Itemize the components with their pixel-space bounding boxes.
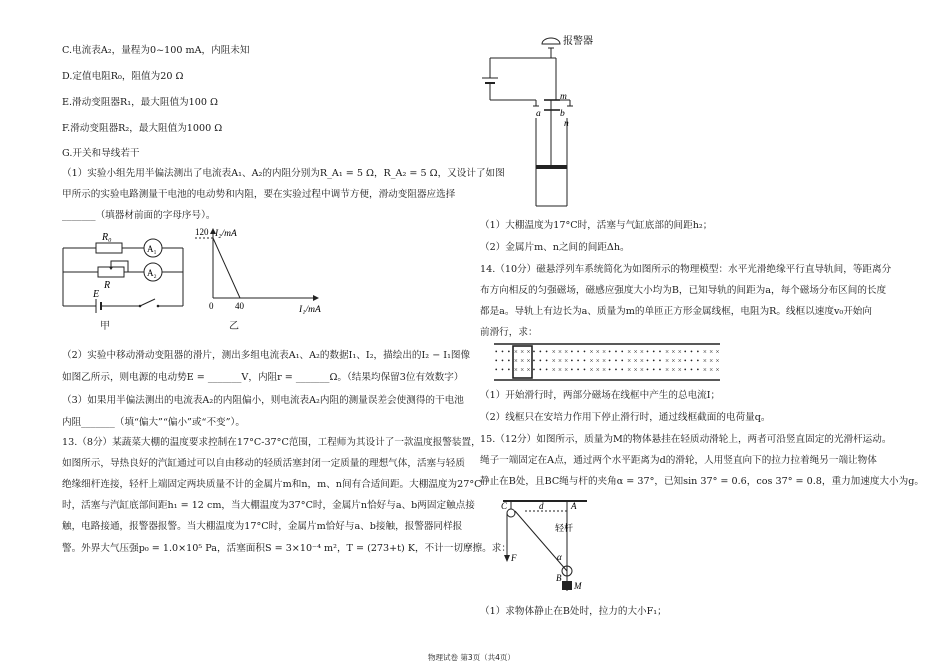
field-out-of-page-symbol: •: [696, 348, 700, 356]
q15-line: 绳子一端固定在A点，通过两个水平距离为d的滑轮，人用竖直向下的拉力拉着绳另一端让物体: [480, 455, 877, 466]
option-g: G.开关和导线若干: [62, 148, 140, 159]
field-out-of-page-symbol: •: [576, 348, 580, 356]
field-out-of-page-symbol: •: [545, 357, 548, 365]
field-into-page-symbol: ×: [513, 366, 518, 374]
field-out-of-page-symbol: •: [532, 366, 536, 374]
field-into-page-symbol: ×: [639, 357, 644, 365]
field-into-page-symbol: ×: [627, 366, 632, 374]
field-into-page-symbol: ×: [639, 366, 644, 374]
field-into-page-symbol: ×: [526, 348, 531, 356]
field-into-page-symbol: ×: [520, 366, 525, 374]
graph-yi: [195, 226, 345, 341]
field-into-page-symbol: ×: [602, 348, 607, 356]
field-out-of-page-symbol: •: [539, 348, 542, 356]
field-out-of-page-symbol: •: [539, 357, 542, 365]
field-out-of-page-symbol: •: [646, 348, 649, 356]
contact-b-label: b: [560, 109, 565, 119]
label-rod: 轻杆: [555, 523, 574, 533]
field-out-of-page-symbol: •: [614, 357, 618, 365]
label-r: R: [104, 280, 111, 291]
field-out-of-page-symbol: •: [570, 348, 574, 356]
field-into-page-symbol: ×: [702, 366, 707, 374]
field-out-of-page-symbol: •: [501, 348, 504, 356]
field-into-page-symbol: ×: [715, 366, 720, 374]
field-out-of-page-symbol: •: [495, 348, 498, 356]
q12-part1-line: （1）实验小组先用半偏法测出了电流表A₁、A₂的内阻分别为R_A₁ = 5 Ω，R_A₂ = 5 Ω，又设计了如图: [62, 168, 505, 179]
option-c: C.电流表A₂，量程为0~100 mA，内阻未知: [62, 45, 250, 56]
field-out-of-page-symbol: •: [690, 348, 693, 356]
contact-a-label: a: [536, 109, 541, 119]
q13-part-line: （2）金属片m、n之间的间距Δh。: [480, 242, 630, 253]
field-out-of-page-symbol: •: [684, 366, 687, 374]
field-out-of-page-symbol: •: [495, 366, 498, 374]
y-tick-label: 120: [195, 227, 209, 237]
circuit-diagram-jia: [58, 228, 198, 338]
field-into-page-symbol: ×: [677, 357, 682, 365]
field-into-page-symbol: ×: [558, 366, 562, 374]
field-out-of-page-symbol: •: [507, 357, 511, 365]
field-out-of-page-symbol: •: [652, 366, 655, 374]
field-into-page-symbol: ×: [520, 348, 525, 356]
field-into-page-symbol: ×: [526, 366, 531, 374]
label-e: E: [93, 289, 100, 300]
q15-line: 15.（12分）如图所示，质量为M的物体悬挂在轻质动滑轮上，两者可沿竖直固定的光滑杆运动。: [480, 434, 892, 445]
option-f: F.滑动变阻器R₂，最大阻值为1000 Ω: [62, 123, 223, 134]
label-f: F: [511, 553, 517, 563]
field-out-of-page-symbol: •: [501, 357, 504, 365]
label-a1: A₁: [147, 244, 157, 254]
q12-part3-line: 内阻_______（填“偏大”“偏小”或“不变”）。: [62, 417, 245, 428]
label-alpha: α: [557, 552, 562, 562]
field-into-page-symbol: ×: [589, 348, 594, 356]
label-d: d: [539, 501, 544, 511]
plate-n-label: n: [564, 119, 569, 129]
q13-line: 时，活塞与汽缸底部间距h₁ = 12 cm，当大棚温度为37°C时，金属片n恰好与a、b两固定触点接: [62, 500, 475, 511]
field-into-page-symbol: ×: [709, 357, 714, 365]
field-into-page-symbol: ×: [513, 357, 518, 365]
field-into-page-symbol: ×: [551, 348, 556, 356]
field-out-of-page-symbol: •: [583, 357, 586, 365]
field-out-of-page-symbol: •: [614, 366, 618, 374]
field-out-of-page-symbol: •: [583, 348, 586, 356]
x-tick-label: 40: [235, 301, 244, 311]
field-into-page-symbol: ×: [551, 366, 556, 374]
q13-line: 绝缘细杆连接，轻杆上端固定两块质量不计的金属片m和n，m、n间有合适间距。大棚温度为27°C: [62, 479, 482, 490]
field-into-page-symbol: ×: [633, 348, 638, 356]
field-out-of-page-symbol: •: [684, 348, 687, 356]
field-into-page-symbol: ×: [665, 357, 670, 365]
field-into-page-symbol: ×: [589, 366, 594, 374]
field-into-page-symbol: ×: [677, 348, 682, 356]
field-into-page-symbol: ×: [633, 366, 638, 374]
field-out-of-page-symbol: •: [545, 366, 548, 374]
field-into-page-symbol: ×: [595, 357, 600, 365]
field-out-of-page-symbol: •: [539, 366, 542, 374]
field-out-of-page-symbol: •: [658, 357, 662, 365]
q15-line: 静止在B处，且BC绳与杆的夹角α = 37°，已知sin 37° = 0.6，cos 37° = 0.8，重力加速度大小为g。: [480, 476, 924, 487]
field-out-of-page-symbol: •: [532, 357, 536, 365]
field-into-page-symbol: ×: [589, 357, 594, 365]
q13-line: 如图所示，导热良好的汽缸通过可以自由移动的轻质活塞封闭一定质量的理想气体，活塞与轻质: [62, 458, 465, 469]
field-out-of-page-symbol: •: [583, 366, 586, 374]
field-into-page-symbol: ×: [520, 357, 525, 365]
label-b: B: [556, 573, 562, 583]
field-into-page-symbol: ×: [564, 357, 569, 365]
q15-part-line: （1）求物体静止在B处时，拉力的大小F₁；: [480, 606, 667, 617]
field-into-page-symbol: ×: [671, 348, 676, 356]
field-out-of-page-symbol: •: [621, 366, 624, 374]
q13-line: 13.（8分）某蔬菜大棚的温度要求控制在17°C-37°C范围，工程师为其设计了一款温度报警装置，: [62, 437, 481, 448]
field-into-page-symbol: ×: [702, 357, 707, 365]
field-into-page-symbol: ×: [595, 348, 600, 356]
field-out-of-page-symbol: •: [501, 366, 504, 374]
label-c: C: [501, 501, 508, 511]
field-into-page-symbol: ×: [665, 366, 670, 374]
page-footer: 物理试卷 第3页（共4页）: [428, 653, 515, 662]
field-out-of-page-symbol: •: [576, 357, 580, 365]
field-out-of-page-symbol: •: [608, 366, 611, 374]
field-into-page-symbol: ×: [602, 366, 607, 374]
label-a2: A₂: [147, 268, 157, 278]
field-out-of-page-symbol: •: [570, 366, 574, 374]
field-into-page-symbol: ×: [558, 357, 562, 365]
field-into-page-symbol: ×: [709, 366, 714, 374]
x-axis-label: I₁/mA: [299, 305, 321, 315]
y-axis-label: I₂/mA: [215, 229, 237, 239]
label-m: M: [574, 581, 582, 591]
q12-part2-line: （2）实验中移动滑动变阻器的滑片，测出多组电流表A₁、A₂的数据I₁、I₂，描绘出的I₂ − I₁图像: [62, 350, 471, 361]
alarm-device-diagram: [478, 36, 638, 212]
field-out-of-page-symbol: •: [545, 348, 548, 356]
field-into-page-symbol: ×: [709, 348, 714, 356]
field-into-page-symbol: ×: [564, 366, 569, 374]
field-out-of-page-symbol: •: [608, 357, 611, 365]
field-out-of-page-symbol: •: [690, 366, 693, 374]
q12-part3-line: （3）如果用半偏法测出的电流表A₂的内阻偏小，则电流表A₂内阻的测量误差会使测得的干电池: [62, 395, 464, 406]
pulley-diagram: [497, 495, 597, 595]
q14-line: 14.（10分）磁悬浮列车系统简化为如图所示的物理模型：水平光滑绝缘平行直导轨间，等距离分: [480, 264, 892, 275]
q13-line: 警。外界大气压强p₀ = 1.0×10⁵ Pa，活塞面积S = 3×10⁻⁴ m²，T = (273+t) K，不计一切摩擦。求：: [62, 543, 511, 554]
field-out-of-page-symbol: •: [646, 357, 649, 365]
field-into-page-symbol: ×: [551, 357, 556, 365]
alarm-label: 报警器: [563, 36, 593, 47]
field-out-of-page-symbol: •: [652, 348, 655, 356]
field-out-of-page-symbol: •: [570, 357, 574, 365]
option-d: D.定值电阻R₀，阻值为20 Ω: [62, 71, 184, 82]
field-out-of-page-symbol: •: [658, 348, 662, 356]
label-r0: R₀: [102, 232, 112, 243]
field-into-page-symbol: ×: [558, 348, 562, 356]
q12-part2-line: 如图乙所示，则电源的电动势E = _______V，内阻r = _______Ω。（结果均保留3位有效数字）: [62, 372, 464, 383]
field-into-page-symbol: ×: [677, 366, 682, 374]
field-out-of-page-symbol: •: [576, 366, 580, 374]
caption-yi: 乙: [229, 321, 239, 332]
field-into-page-symbol: ×: [671, 366, 676, 374]
q14-part-line: （1）开始滑行时，两部分磁场在线框中产生的总电流I；: [480, 390, 721, 401]
q12-part1-line: 甲所示的实验电路测量干电池的电动势和内阻，要在实验过程中调节方便，滑动变阻器应选择: [62, 189, 456, 200]
field-into-page-symbol: ×: [526, 357, 531, 365]
field-out-of-page-symbol: •: [652, 357, 655, 365]
field-out-of-page-symbol: •: [658, 366, 662, 374]
field-out-of-page-symbol: •: [532, 348, 536, 356]
q14-line: 都是a。导轨上有边长为a、质量为m的单匝正方形金属线框，电阻为R。线框以速度v₀开始向: [480, 306, 872, 317]
q13-part-line: （1）大棚温度为17°C时，活塞与气缸底部的间距h₂；: [480, 220, 713, 231]
field-into-page-symbol: ×: [627, 357, 632, 365]
field-out-of-page-symbol: •: [614, 348, 618, 356]
field-into-page-symbol: ×: [595, 366, 600, 374]
field-out-of-page-symbol: •: [696, 366, 700, 374]
field-into-page-symbol: ×: [665, 348, 670, 356]
field-into-page-symbol: ×: [564, 348, 569, 356]
field-into-page-symbol: ×: [633, 357, 638, 365]
label-a: A: [571, 501, 577, 511]
field-out-of-page-symbol: •: [696, 357, 700, 365]
field-into-page-symbol: ×: [715, 357, 720, 365]
option-e: E.滑动变阻器R₁，最大阻值为100 Ω: [62, 97, 218, 108]
data-line: [213, 238, 240, 298]
field-out-of-page-symbol: •: [507, 348, 511, 356]
q12-part1-line: _______（填器材前面的字母序号）。: [62, 210, 216, 221]
field-into-page-symbol: ×: [513, 348, 518, 356]
field-out-of-page-symbol: •: [507, 366, 511, 374]
field-into-page-symbol: ×: [602, 357, 607, 365]
field-out-of-page-symbol: •: [646, 366, 649, 374]
field-into-page-symbol: ×: [715, 348, 720, 356]
q13-line: 触，电路接通，报警器报警。当大棚温度为17°C时，金属片m恰好与a、b接触，报警器同样报: [62, 521, 463, 532]
field-into-page-symbol: ×: [627, 348, 632, 356]
origin-label: 0: [209, 301, 214, 311]
field-out-of-page-symbol: •: [495, 357, 498, 365]
field-into-page-symbol: ×: [671, 357, 676, 365]
field-out-of-page-symbol: •: [608, 348, 611, 356]
q14-part-line: （2）线框只在安培力作用下停止滑行时，通过线框截面的电荷量q。: [480, 412, 771, 423]
field-out-of-page-symbol: •: [621, 348, 624, 356]
caption-jia: 甲: [100, 321, 110, 332]
field-into-page-symbol: ×: [702, 348, 707, 356]
q14-line: 前滑行，求：: [480, 327, 538, 338]
field-out-of-page-symbol: •: [684, 357, 687, 365]
magnetic-field-diagram: [494, 342, 724, 384]
field-into-page-symbol: ×: [639, 348, 644, 356]
field-out-of-page-symbol: •: [690, 357, 693, 365]
plate-m-label: m: [560, 92, 567, 102]
field-out-of-page-symbol: •: [621, 357, 624, 365]
q14-line: 布方向相反的匀强磁场，磁感应强度大小均为B，已知导轨的间距为a，每个磁场分布区间的长度: [480, 285, 887, 296]
